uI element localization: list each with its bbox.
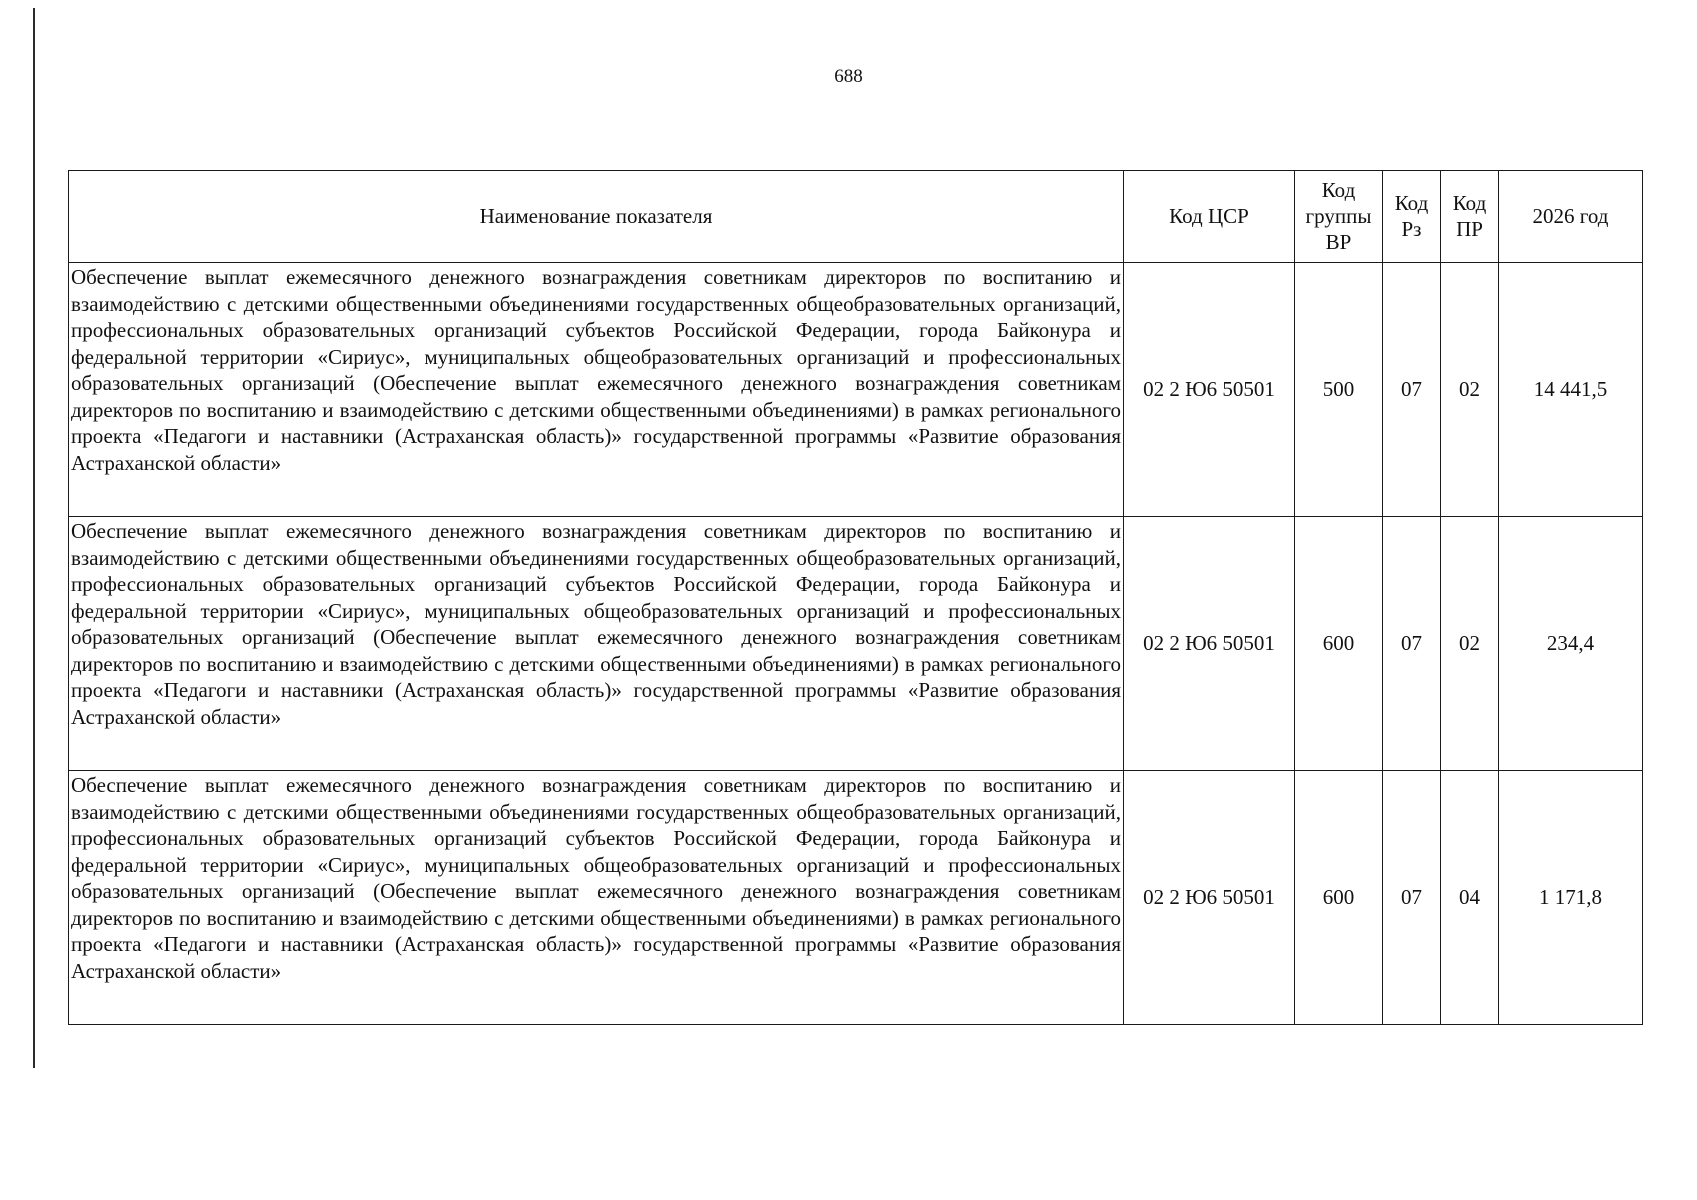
row-csr-code: 02 2 Ю6 50501 bbox=[1124, 771, 1295, 1025]
table-row bbox=[69, 517, 1643, 771]
table-row bbox=[69, 263, 1643, 517]
header-pr-code-label: Код ПР bbox=[1452, 191, 1487, 242]
table-row bbox=[69, 771, 1643, 1025]
row-csr-code: 02 2 Ю6 50501 bbox=[1124, 517, 1295, 771]
row-rz-code: 07 bbox=[1383, 263, 1441, 517]
row-csr-code: 02 2 Ю6 50501 bbox=[1124, 263, 1295, 517]
page-number: 688 bbox=[834, 66, 863, 87]
row-vr-group-code: 500 bbox=[1295, 263, 1383, 517]
header-vr-group-code-label: Код группы ВР bbox=[1305, 178, 1372, 255]
row-indicator-name: Обеспечение выплат ежемесячного денежного вознаграждения советникам директоров по воспитанию и взаимодействию с детскими общественными объединениями государственных общеобразовательных организаций, профессиональных образовательных организаций субъектов Российской Федерации, города Байконура и федеральной территории «Сириус», муниципальных общеобразовательных организаций и профессиональных образовательных организаций (Обеспечение выплат ежемесячного денежного вознаграждения советникам директоров по воспитанию и взаимодействию с детскими общественными объединениями) в рамках регионального проекта «Педагоги и наставники (Астраханская область)» государственной программы «Развитие образования Астраханской области» bbox=[69, 517, 1124, 771]
row-indicator-name: Обеспечение выплат ежемесячного денежного вознаграждения советникам директоров по воспитанию и взаимодействию с детскими общественными объединениями государственных общеобразовательных организаций, профессиональных образовательных организаций субъектов Российской Федерации, города Байконура и федеральной территории «Сириус», муниципальных общеобразовательных организаций и профессиональных образовательных организаций (Обеспечение выплат ежемесячного денежного вознаграждения советникам директоров по воспитанию и взаимодействию с детскими общественными объединениями) в рамках регионального проекта «Педагоги и наставники (Астраханская область)» государственной программы «Развитие образования Астраханской области» bbox=[69, 771, 1124, 1025]
header-vr-group-code bbox=[1295, 171, 1383, 263]
budget-table bbox=[68, 170, 1643, 1025]
header-indicator-name: Наименование показателя bbox=[69, 171, 1124, 263]
header-rz-code bbox=[1383, 171, 1441, 263]
row-year-amount: 14 441,5 bbox=[1499, 263, 1643, 517]
row-pr-code: 02 bbox=[1441, 517, 1499, 771]
header-csr-code: Код ЦСР bbox=[1124, 171, 1295, 263]
row-vr-group-code: 600 bbox=[1295, 771, 1383, 1025]
table-header-row bbox=[69, 171, 1643, 263]
row-indicator-name: Обеспечение выплат ежемесячного денежного вознаграждения советникам директоров по воспитанию и взаимодействию с детскими общественными объединениями государственных общеобразовательных организаций, профессиональных образовательных организаций субъектов Российской Федерации, города Байконура и федеральной территории «Сириус», муниципальных общеобразовательных организаций и профессиональных образовательных организаций (Обеспечение выплат ежемесячного денежного вознаграждения советникам директоров по воспитанию и взаимодействию с детскими общественными объединениями) в рамках регионального проекта «Педагоги и наставники (Астраханская область)» государственной программы «Развитие образования Астраханской области» bbox=[69, 263, 1124, 517]
header-pr-code bbox=[1441, 171, 1499, 263]
row-rz-code: 07 bbox=[1383, 771, 1441, 1025]
row-year-amount: 1 171,8 bbox=[1499, 771, 1643, 1025]
row-vr-group-code: 600 bbox=[1295, 517, 1383, 771]
row-pr-code: 04 bbox=[1441, 771, 1499, 1025]
header-rz-code-label: Код Рз bbox=[1394, 191, 1429, 242]
row-rz-code: 07 bbox=[1383, 517, 1441, 771]
binding-margin-line bbox=[33, 8, 35, 1068]
row-pr-code: 02 bbox=[1441, 263, 1499, 517]
header-year-2026: 2026 год bbox=[1499, 171, 1643, 263]
row-year-amount: 234,4 bbox=[1499, 517, 1643, 771]
